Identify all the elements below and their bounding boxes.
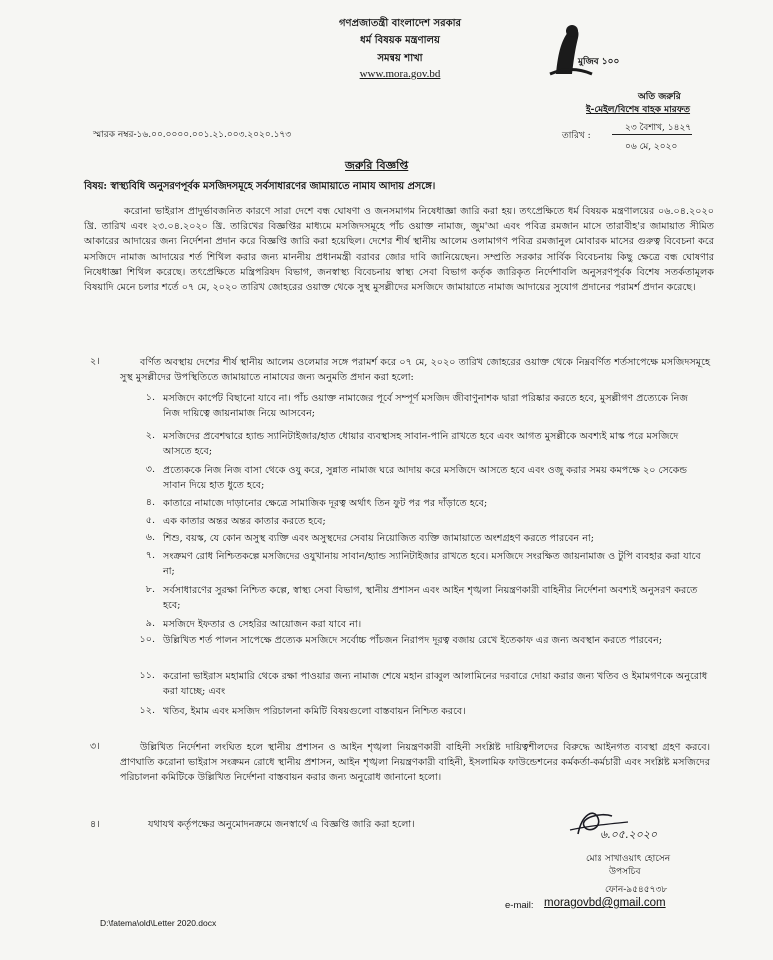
condition-number: ৯.	[145, 618, 155, 629]
condition-text: শিশু, বয়স্ক, যে কোন অসুস্থ ব্যক্তি এবং অসুস্থদের সেবায় নিয়োজিত ব্যক্তি জামায়াতে অংশগ্রহণ করতে পারবেন না;	[163, 533, 594, 544]
signature-date: ৬.০৫.২০২০	[600, 828, 658, 841]
email-link[interactable]: moragovbd@gmail.com	[544, 897, 666, 909]
intro-paragraph: করোনা ভাইরাস প্রাদুর্ভাবজনিত কারণে সারা দেশে বন্ধ ঘোষণা ও জনসমাগম নিষেধাজ্ঞা জারি করা হয়। তৎপ্রেক্ষিতে ধর্ম বিষয়ক মন্ত্রণালয়ের ০৬.০৪.২০২০ খ্রি. তারিখ এবং ২৩.০৪.২০২০ খ্রি. তারিখের বিজ্ঞপ্তির মাধ্যমে মসজিদসমূহে পাঁচ ওয়াক্ত নামাজ, জুম'আ এবং পবিত্র রমজান মাসে তারাবীহ'র জামায়াত সীমিত আকারের আদায়ের জন্য নির্দেশনা প্রদান করে বিজ্ঞপ্তি জারি করা হয়েছিল। দেশের শীর্ষ স্থানীয় আলেম ওলামাগণ পবিত্র রমজানুল মোবারক মাসের গুরুত্ব বিবেচনা করে মসজিদে নামাজ আদায়ের শর্ত শিথিল করার জন্য মাননীয় প্রধানমন্ত্রী বরাবর জোর দাবি জানিয়েছেন। সম্প্রতি সরকার সার্বিক বিবেচনায় কিছু ক্ষেত্রে বন্ধ ঘোষণার নিষেধাজ্ঞা শিথিল করেছে। তৎপ্রেক্ষিতে মন্ত্রিপরিষদ বিভাগ, জনস্বাস্থ্য বিবেচনায় স্বাস্থ্য সেবা বিভাগ কর্তৃক জারিকৃত নির্দেশাবলি অনুসরণপূর্বক বিশেষ সতর্কতামূলক বিষয়াদি মেনে চলার শর্তে ০৭ মে, ২০২০ তারিখ জোহরের ওয়াক্ত থেকে সুস্থ মুসল্লীদের মসজিদে জামায়াতে নামাজ আদায়ের সুযোগ প্রদানের পরামর্শ প্রদান করেছে।	[84, 206, 714, 294]
notice-title: জরুরি বিজ্ঞপ্তি	[345, 159, 409, 172]
condition-number: ১২.	[139, 705, 155, 716]
condition-number: ৪.	[145, 497, 155, 508]
condition-number: ৮.	[145, 584, 155, 595]
condition-text: করোনা ভাইরাস মহামারি থেকে রক্ষা পাওয়ার জন্য নামাজ শেষে মহান রাব্বুল আলামিনের দরবারে দোয়া করার জন্য খতিব ও ইমামগণকে অনুরোধ করা যাচ্ছে; এবং	[163, 671, 708, 698]
mujib-100-logo	[548, 22, 620, 80]
date-bengali: ২৩ বৈশাখ, ১৪২৭	[625, 123, 692, 133]
condition-text: মসজিদে কার্পেট বিছানো যাবে না। পাঁচ ওয়াক্ত নামাজের পূর্বে সম্পূর্ণ মসজিদ জীবাণুনাশক দ্বারা পরিষ্কার করতে হবে, মুসল্লীগণ প্রত্যেকে নিজ নিজ দায়িত্বে জায়নামাজ নিয়ে আসবেন;	[163, 393, 688, 420]
para2-number: ২।	[90, 356, 100, 367]
condition-text: মসজিদের প্রবেশদ্বারে হ্যান্ড স্যানিটাইজার/হাত ধোয়ার ব্যবস্থাসহ সাবান-পানি রাখতে হবে এবং আগত মুসল্লীকে অবশ্যই মাস্ক পরে মসজিদে আসতে হবে;	[163, 431, 679, 458]
delivery-method: ই-মেইল/বিশেষ বাহক মারফত	[586, 105, 691, 115]
para4-number: ৪।	[90, 819, 100, 830]
condition-number: ১০.	[139, 634, 155, 645]
signatory-designation: উপসচিব	[609, 867, 641, 877]
condition-number: ৭.	[145, 550, 155, 561]
para3-number: ৩।	[90, 741, 100, 752]
condition-text: এক কাতার অন্তর অন্তর কাতার করতে হবে;	[163, 516, 326, 527]
date-gregorian: ০৬ মে, ২০২০	[625, 142, 678, 152]
ministry-name: ধর্ম বিষয়ক মন্ত্রণালয়	[360, 35, 440, 46]
priority-urgent: অতি জরুরি	[638, 92, 681, 102]
memo-number: স্মারক নম্বর-১৬.০০.০০০০.০০১.২১.০০৩.২০২০.১৭৩	[93, 130, 292, 140]
para4-text: যথাযথ কর্তৃপক্ষের অনুমোদনক্রমে জনস্বার্থে এ বিজ্ঞপ্তি জারি করা হলো।	[148, 819, 415, 830]
condition-text: সর্বসাধারণের সুরক্ষা নিশ্চিত কল্পে, স্বাস্থ্য সেবা বিভাগ, স্থানীয় প্রশাসন এবং আইন শৃঙ্খলা নিয়ন্ত্রণকারী বাহিনীর নির্দেশনা অবশ্যই অনুসরণ করতে হবে;	[163, 585, 698, 612]
condition-text: প্রত্যেককে নিজ নিজ বাসা থেকে ওযু করে, সুন্নাত নামাজ ঘরে আদায় করে মসজিদে আসতে হবে এবং ওজু করার সময় কমপক্ষে ২০ সেকেন্ড সাবান দিয়ে হাত ধুতে হবে;	[163, 465, 687, 492]
para2-text: বর্ণিত অবস্থায় দেশের শীর্ষ স্থানীয় আলেম ওলেমার সঙ্গে পরামর্শ করে ০৭ মে, ২০২০ তারিখ জোহরের ওয়াক্ত থেকে নিম্নবর্ণিত শর্তসাপেক্ষে মসজিদসমূহে সুস্থ মুসল্লীদের উপস্থিতিতে জামায়াতে নামাযের জন্য অনুমতি প্রদান করা হলো:	[120, 357, 710, 384]
para3-text: উল্লিখিত নির্দেশনা লংঘিত হলে স্থানীয় প্রশাসন ও আইন শৃঙ্খলা নিয়ন্ত্রণকারী বাহিনী সংশ্লিষ্ট দায়িত্বশীলদের বিরুদ্ধে আইনগত ব্যবস্থা গ্রহণ করবে। প্রাণঘাতি করোনা ভাইরাস সংক্রমন রোধে স্থানীয় প্রশাসন, আইন শৃঙ্খলা নিয়ন্ত্রণকারী বাহিনী, ইসলামিক ফাউন্ডেশনের কর্মকর্তা-কর্মচারী এবং সংশ্লিষ্ট মসজিদের পরিচালনা কমিটিকে উল্লিখিত নির্দেশনা বাস্তবায়ন করার জন্য অনুরোধ জানানো হলো।	[120, 742, 710, 784]
section-name: সমন্বয় শাখা	[377, 53, 423, 64]
file-path: D:\fatema\old\Letter 2020.docx	[100, 918, 217, 928]
condition-number: ৬.	[145, 532, 155, 543]
email-label: e-mail:	[505, 900, 534, 911]
condition-number: ২.	[145, 430, 155, 441]
condition-number: ১১.	[139, 670, 155, 681]
condition-text: সংক্রমণ রোধ নিশ্চিতকল্পে মসজিদের ওযুখানায় সাবান/হ্যান্ড স্যানিটাইজার রাখতে হবে। মসজিদে সংরক্ষিত জায়নামাজ ও টুপি ব্যবহার করা যাবে না;	[163, 551, 701, 578]
subject-line: বিষয়: স্বাস্থ্যবিধি অনুসরণপূর্বক মসজিদসমূহে সর্বসাধারণের জামায়াতে নামায আদায় প্রসঙ্গে।	[84, 181, 436, 192]
signatory-phone: ফোন-৯৫৪৫৭৩৮	[605, 885, 668, 895]
condition-number: ৫.	[145, 515, 155, 526]
condition-text: উল্লিখিত শর্ত পালন সাপেক্ষে প্রত্যেক মসজিদে সর্বোচ্চ পাঁচজন নিরাপদ দূরত্ব বজায় রেখে ইতেকাফ এর জন্য অবস্থান করতে পারবেন;	[163, 635, 663, 646]
govt-name: গণপ্রজাতন্ত্রী বাংলাদেশ সরকার	[339, 18, 461, 29]
condition-text: খতিব, ইমাম এবং মসজিদ পরিচালনা কমিটি বিষয়গুলো বাস্তবায়ন নিশ্চিত করবে।	[163, 706, 466, 717]
condition-number: ১.	[145, 392, 155, 403]
logo-text: মুজিব ১০০	[578, 57, 620, 67]
condition-text: কাতারে নামাজে দাড়ানোর ক্ষেত্রে সামাজিক দূরত্ব অর্থাৎ তিন ফুট পর পর দাঁড়াতে হবে;	[163, 498, 488, 509]
condition-number: ৩.	[145, 464, 155, 475]
signatory-name: মোঃ সাখাওয়াৎ হোসেন	[586, 854, 671, 864]
website-link[interactable]: www.mora.gov.bd	[359, 68, 441, 80]
date-label: তারিখ :	[562, 131, 591, 141]
date-divider	[612, 134, 692, 135]
condition-text: মসজিদে ইফতার ও সেহরির আয়োজন করা যাবে না।	[163, 619, 362, 630]
